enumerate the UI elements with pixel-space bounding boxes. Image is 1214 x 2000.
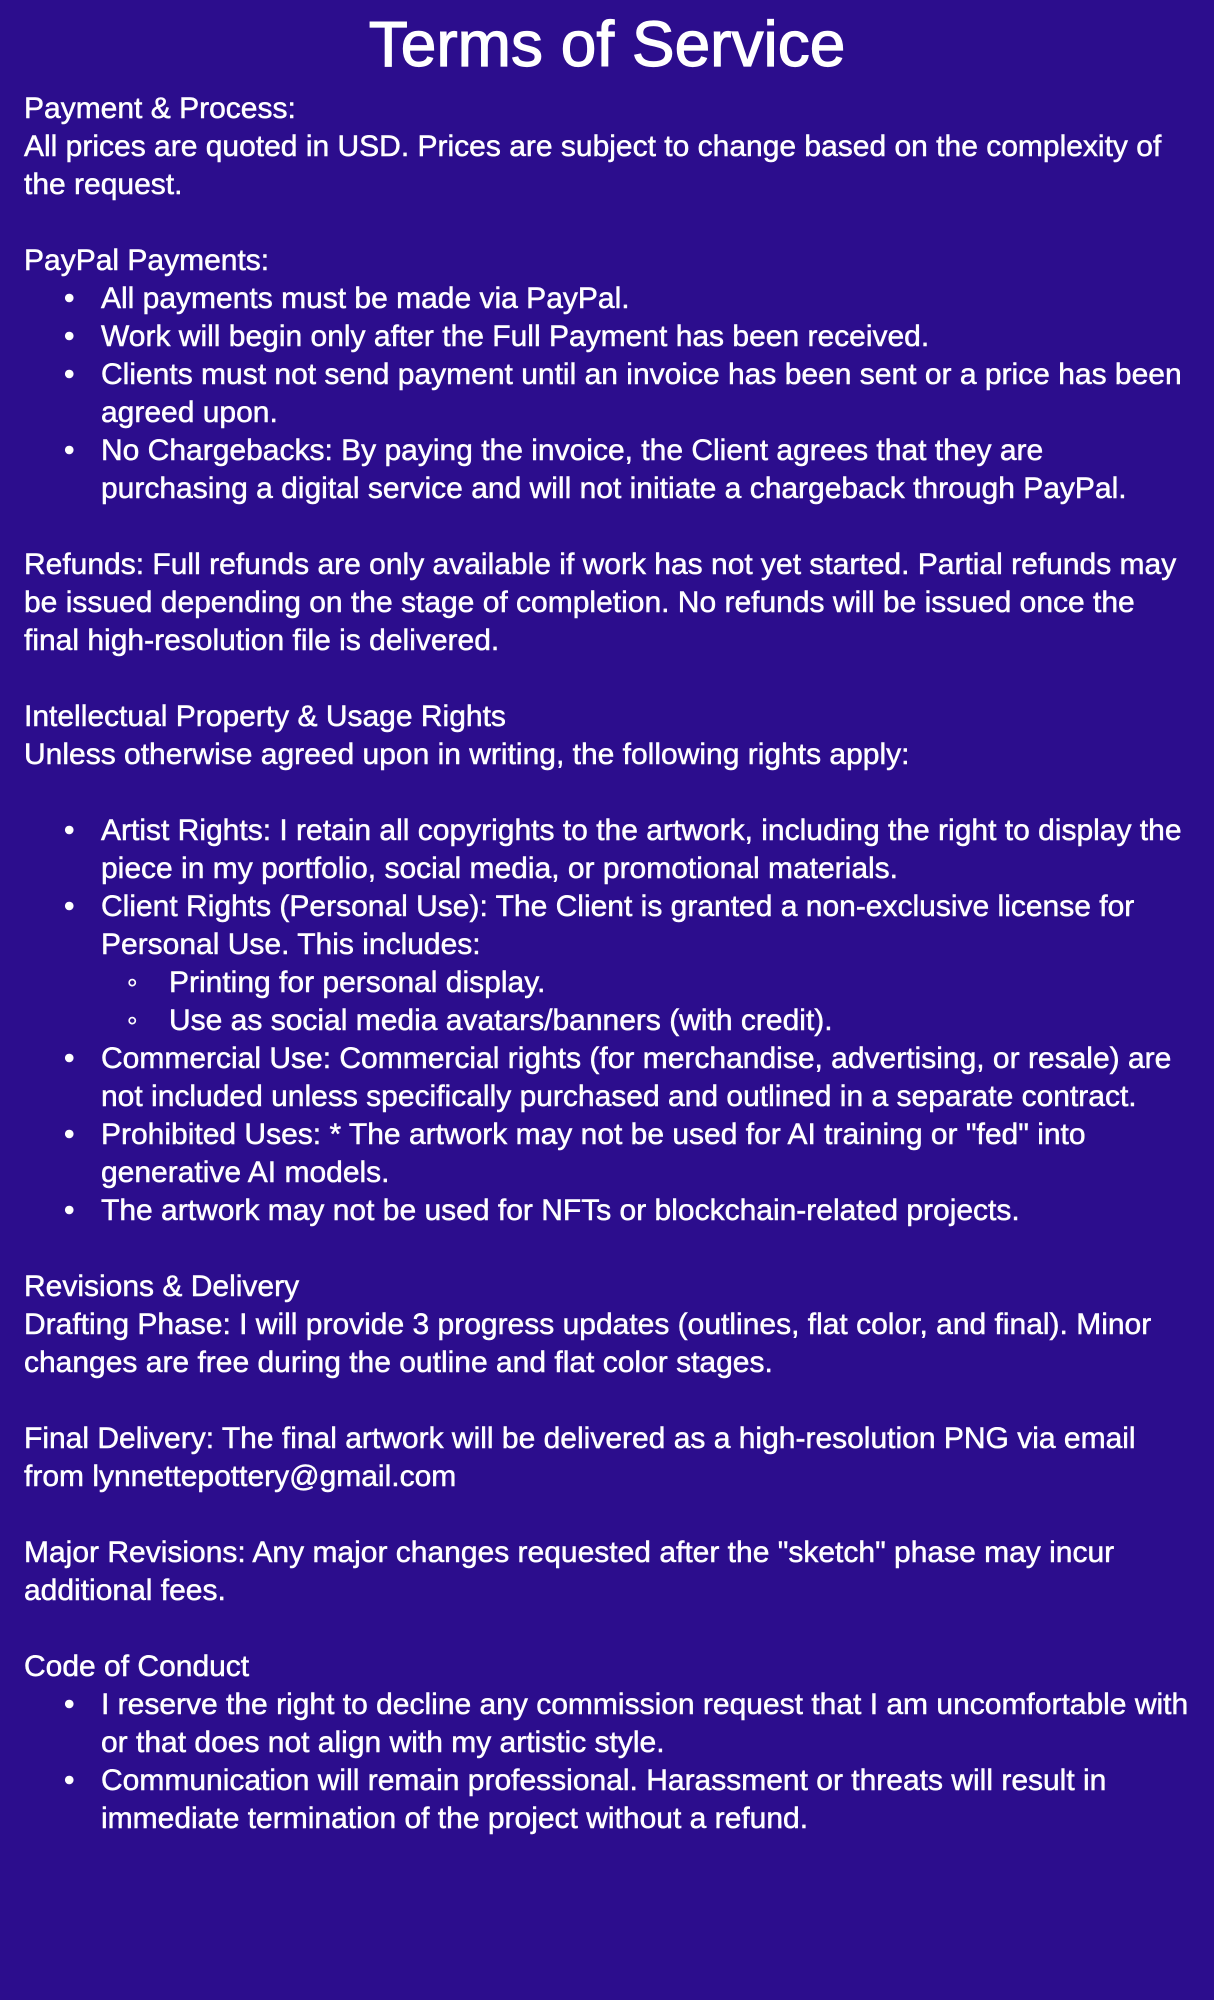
list-item bbox=[24, 888, 1190, 1040]
list-item-text: Client Rights (Personal Use): The Client is granted a non-exclusive license for Personal Use. This includes: bbox=[101, 890, 1135, 961]
list-item: • Clients must not send payment until an invoice has been sent or a price has been agreed upon. bbox=[24, 356, 1190, 432]
paragraph-payment-process: All prices are quoted in USD. Prices are subject to change based on the complexity of the request. bbox=[24, 130, 1162, 201]
section-paypal-payments bbox=[24, 242, 1190, 508]
section-major-revisions bbox=[24, 1534, 1190, 1610]
list-item: • Work will begin only after the Full Payment has been received. bbox=[24, 318, 1190, 356]
list-item: • All payments must be made via PayPal. bbox=[24, 280, 1190, 318]
page-title: Terms of Service bbox=[368, 8, 846, 80]
list-item: • The artwork may not be used for NFTs or blockchain-related projects. bbox=[24, 1192, 1190, 1230]
section-revisions-delivery bbox=[24, 1268, 1190, 1382]
section-intellectual-property bbox=[24, 698, 1190, 1230]
section-payment-process bbox=[24, 90, 1190, 204]
list-item: • Commercial Use: Commercial rights (for merchandise, advertising, or resale) are not included unless specifically purchased and outlined in a separate contract. bbox=[24, 1040, 1190, 1116]
list-item: • Communication will remain professional. Harassment or threats will result in immediate termination of the project without a refund. bbox=[24, 1762, 1190, 1838]
list-item: • No Chargebacks: By paying the invoice, the Client agrees that they are purchasing a digital service and will not initiate a chargeback through PayPal. bbox=[24, 432, 1190, 508]
conduct-bullet-list bbox=[24, 1686, 1190, 1838]
section-heading-conduct: Code of Conduct bbox=[24, 1650, 250, 1683]
section-refunds bbox=[24, 546, 1190, 660]
section-heading-revisions: Revisions & Delivery bbox=[24, 1270, 300, 1303]
sub-list-item: ◦ Use as social media avatars/banners (with credit). bbox=[101, 1002, 1190, 1040]
paragraph-ip-intro: Unless otherwise agreed upon in writing, the following rights apply: bbox=[24, 738, 910, 771]
list-item: • I reserve the right to decline any commission request that I am uncomfortable with or that does not align with my artistic style. bbox=[24, 1686, 1190, 1762]
paragraph-final-delivery: Final Delivery: The final artwork will be delivered as a high-resolution PNG via email from lynnettepottery@gmail.com bbox=[24, 1422, 1136, 1493]
list-item: • Prohibited Uses: * The artwork may not be used for AI training or "fed" into generative AI models. bbox=[24, 1116, 1190, 1192]
section-heading-paypal: PayPal Payments: bbox=[24, 244, 270, 277]
section-code-of-conduct bbox=[24, 1648, 1190, 1838]
sub-list-item: ◦ Printing for personal display. bbox=[101, 964, 1190, 1002]
ip-sub-bullet-list bbox=[101, 964, 1190, 1040]
list-item: • Artist Rights: I retain all copyrights to the artwork, including the right to display the piece in my portfolio, social media, or promotional materials. bbox=[24, 812, 1190, 888]
section-final-delivery bbox=[24, 1420, 1190, 1496]
ip-bullet-list bbox=[24, 812, 1190, 1230]
section-heading-ip: Intellectual Property & Usage Rights bbox=[24, 700, 506, 733]
paragraph-major-revisions: Major Revisions: Any major changes requested after the "sketch" phase may incur additional fees. bbox=[24, 1536, 1115, 1607]
paragraph-refunds: Refunds: Full refunds are only available if work has not yet started. Partial refunds may be issued depending on the stage of completion. No refunds will be issued once the final high-resolution file is delivered. bbox=[24, 548, 1177, 657]
section-heading-payment-process: Payment & Process: bbox=[24, 92, 296, 125]
paypal-bullet-list bbox=[24, 280, 1190, 508]
paragraph-drafting-phase: Drafting Phase: I will provide 3 progress updates (outlines, flat color, and final). Minor changes are free during the outline and flat color stages. bbox=[24, 1308, 1152, 1379]
